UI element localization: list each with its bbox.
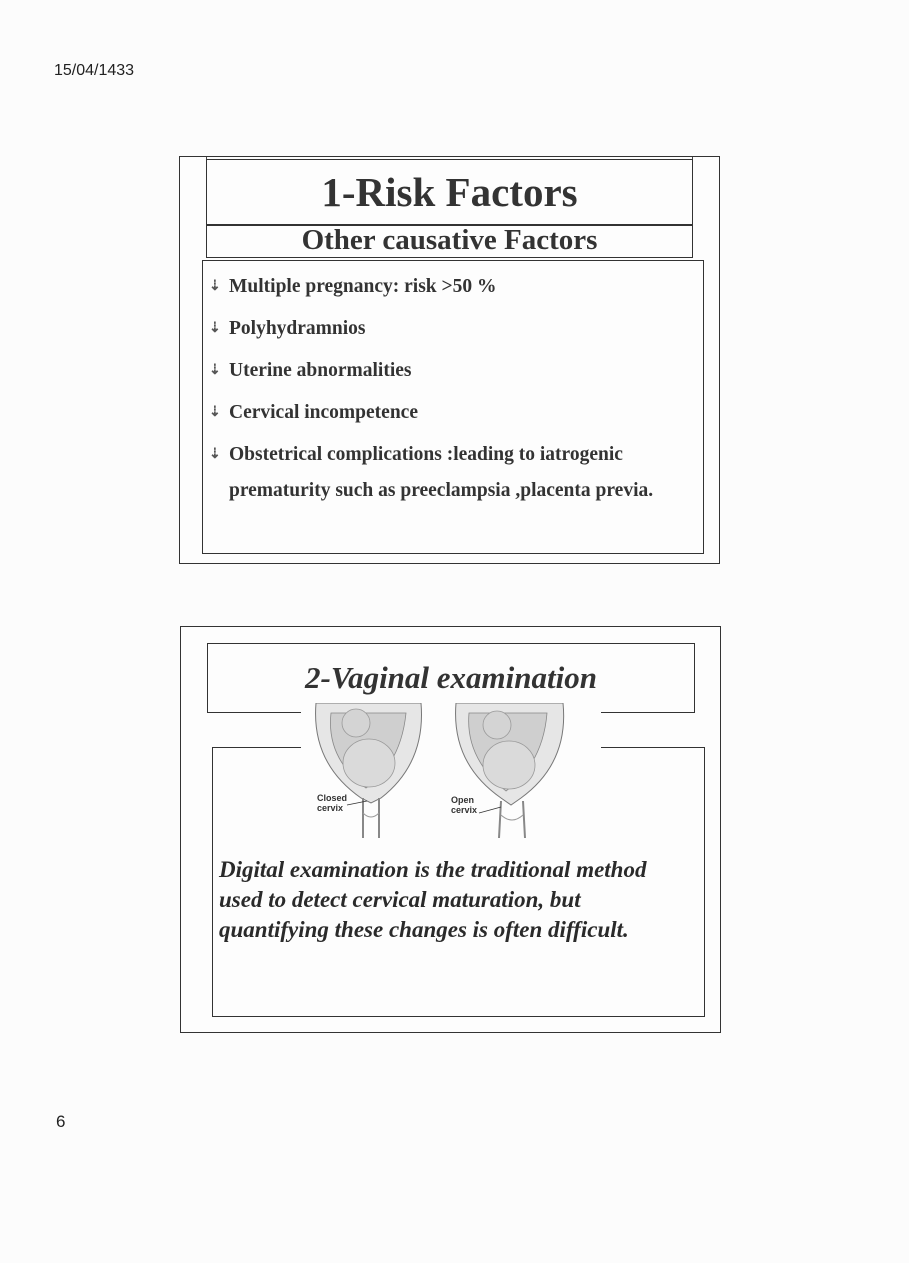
open-cervix-label-line2: cervix: [451, 805, 478, 815]
slide-body-text: Digital examination is the traditional method used to detect cervical maturation, but quantifying these changes is often difficult.: [219, 857, 647, 942]
slide-content: [202, 260, 704, 554]
slide-subtitle: Other causative Factors: [206, 225, 693, 258]
slide-title: 2-Vaginal examination: [207, 643, 695, 713]
arrow-down-bullet-icon: ⇣: [209, 363, 221, 378]
list-item-text: Polyhydramnios: [229, 318, 366, 339]
open-cervix-uterus: [456, 703, 564, 838]
arrow-down-bullet-icon: ⇣: [209, 279, 221, 294]
closed-cervix-label-line2: cervix: [317, 803, 344, 813]
slide-vaginal-examination: [180, 626, 721, 1033]
closed-cervix-uterus: [316, 703, 422, 838]
slide-risk-factors: [179, 156, 720, 564]
cervix-illustration: [301, 703, 601, 843]
closed-cervix-label-line1: Closed: [317, 793, 348, 803]
page-date: 15/04/1433: [54, 62, 135, 79]
list-item: [209, 353, 697, 389]
arrow-down-bullet-icon: ⇣: [209, 447, 221, 462]
open-cervix-label-line1: Open: [451, 795, 475, 805]
list-item: [209, 311, 697, 347]
list-item-text: Multiple pregnancy: risk >50 %: [229, 276, 497, 297]
list-item: [209, 395, 697, 431]
list-item: [209, 437, 697, 509]
list-item: [209, 269, 697, 305]
arrow-down-bullet-icon: ⇣: [209, 405, 221, 420]
slide-title: 1-Risk Factors: [206, 159, 693, 225]
risk-factor-list: [209, 269, 697, 509]
list-item-text: Cervical incompetence: [229, 402, 418, 423]
list-item-text: Obstetrical complications :leading to iatrogenic prematurity such as preeclampsia ,placenta previa.: [229, 444, 654, 501]
list-item-text: Uterine abnormalities: [229, 360, 412, 381]
arrow-down-bullet-icon: ⇣: [209, 321, 221, 336]
page-number: 6: [56, 1112, 66, 1131]
cervix-diagram-svg: [301, 703, 601, 843]
